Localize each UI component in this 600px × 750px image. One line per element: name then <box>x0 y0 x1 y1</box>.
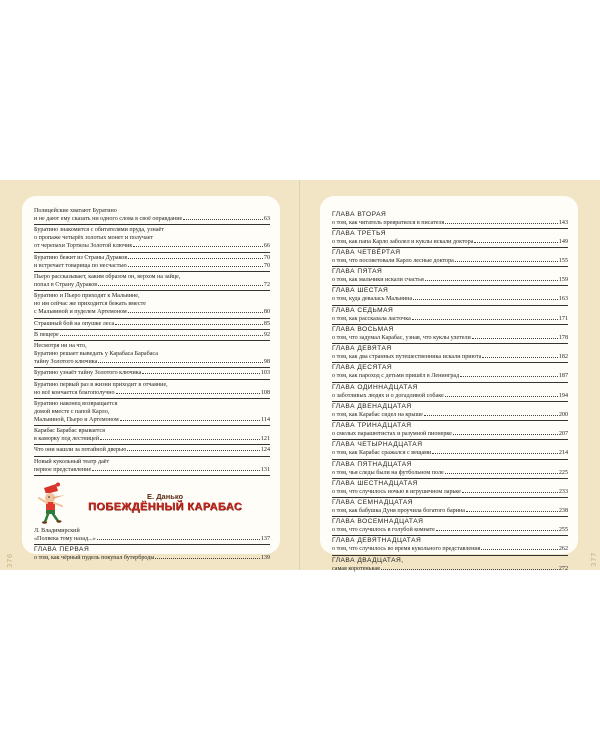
pinocchio-illustration <box>34 482 68 524</box>
toc-chapter[interactable] <box>332 364 568 380</box>
divider <box>34 444 270 445</box>
dot-leader <box>432 453 558 454</box>
dot-leader <box>128 258 263 259</box>
entry-title: «Полвека тому назад...» <box>34 535 96 542</box>
left-toc-panel <box>22 196 280 562</box>
page-ref: 98 <box>263 359 270 366</box>
dot-leader <box>142 373 259 374</box>
divider <box>332 305 568 306</box>
chapter-description: о том, как чёрный пудель покупал бутерброды <box>34 555 155 562</box>
dot-leader <box>60 335 263 336</box>
divider <box>332 459 568 460</box>
dot-leader <box>155 558 259 559</box>
toc-entry[interactable] <box>34 458 270 474</box>
divider <box>34 340 270 341</box>
divider <box>332 343 568 344</box>
toc-line <box>332 372 568 380</box>
dot-leader <box>445 473 558 474</box>
entry-line: Буратино решает выведать у Карабаса Барабаса <box>34 351 158 358</box>
dot-leader <box>466 511 558 512</box>
chapter-description: о том, куда девалась Мальвина <box>332 296 413 303</box>
dot-leader <box>92 470 260 471</box>
entry-line: Буратино наконец возвращается <box>34 400 118 407</box>
page-ref: 131 <box>260 466 270 473</box>
toc-line <box>332 238 568 246</box>
toc-line <box>332 411 568 419</box>
toc-line <box>332 392 568 400</box>
entry-title: тайну Золотого ключика <box>34 359 98 366</box>
toc-entry[interactable] <box>34 254 270 262</box>
entry-line: Буратино и Пьеро приходят к Мальвине, <box>34 293 140 300</box>
toc-line <box>34 435 270 443</box>
toc-chapter[interactable] <box>34 546 270 562</box>
chapter-title: ГЛАВА СЕМНАДЦАТАЯ <box>332 499 414 507</box>
page-ref: 214 <box>558 450 568 457</box>
divider <box>332 516 568 517</box>
page-ref: 108 <box>260 389 270 396</box>
chapter-title: ГЛАВА ТРЕТЬЯ <box>332 229 386 237</box>
toc-line <box>34 466 270 474</box>
divider <box>34 456 270 457</box>
entry-title: Буратино узнаёт тайну Золотого ключика <box>34 370 142 377</box>
dot-leader <box>127 450 259 451</box>
dot-leader <box>453 434 558 435</box>
toc-list-after <box>34 527 270 545</box>
page-ref: 182 <box>558 354 568 361</box>
page-ref: 63 <box>263 216 270 223</box>
dot-leader <box>98 362 263 363</box>
page-ref: 72 <box>263 281 270 288</box>
dot-leader <box>412 319 558 320</box>
divider <box>332 382 568 383</box>
chapter-title: ГЛАВА ВТОРАЯ <box>332 210 387 218</box>
chapter-description: о том, что задумал Карабас, узнав, что куклы улетели <box>332 334 471 341</box>
toc-line <box>332 219 568 227</box>
entry-title: Что они нашли за потайной дверью <box>34 447 127 454</box>
dot-leader <box>115 324 263 325</box>
entry-line: домой вместе с папой Карло, <box>34 408 110 415</box>
divider <box>332 535 568 536</box>
toc-chapter[interactable] <box>332 287 568 303</box>
chapter-title: ГЛАВА ВОСЬМАЯ <box>332 325 394 333</box>
chapter-description: о том, как пароход с детьми пришёл в Ленинград <box>332 373 460 380</box>
entry-title: попал в Страну Дураков <box>34 281 98 288</box>
entry-line: Л. Владимирский <box>34 527 80 534</box>
toc-chapter[interactable] <box>332 230 568 246</box>
toc-line <box>332 315 568 323</box>
page-ref: 159 <box>558 277 568 284</box>
toc-chapter[interactable] <box>332 518 568 534</box>
book-spread <box>0 180 600 570</box>
dot-leader <box>128 312 263 313</box>
toc-list-before <box>34 207 270 476</box>
page-ref: 139 <box>260 555 270 562</box>
dot-leader <box>116 393 260 394</box>
chapter-title: ГЛАВА ШЕСТАЯ <box>332 287 389 295</box>
dot-leader <box>100 439 260 440</box>
chapter-description: о том, как два странных путешественника искали приюта <box>332 354 482 361</box>
dot-leader <box>445 223 558 224</box>
toc-entry[interactable] <box>34 226 270 250</box>
toc-chapter[interactable] <box>332 557 568 573</box>
dot-leader <box>482 357 557 358</box>
book-header <box>34 482 270 524</box>
chapter-description: о том, как читатель превратился в писателя <box>332 219 445 226</box>
dot-leader <box>98 285 263 286</box>
chapter-title: ГЛАВА ПЕРВАЯ <box>34 546 90 554</box>
dot-leader <box>455 261 558 262</box>
dot-leader <box>97 539 260 540</box>
toc-line <box>332 449 568 457</box>
divider <box>332 362 568 363</box>
divider <box>34 224 270 225</box>
toc-line <box>34 331 270 339</box>
page-ref: 187 <box>558 373 568 380</box>
toc-entry[interactable] <box>34 262 270 270</box>
entry-title: Буратино бежит из Страны Дураков <box>34 254 128 261</box>
chapter-description: о том, что случилось ночью в игрушечном ларьке <box>332 488 461 495</box>
chapter-title: ГЛАВА ПЯТАЯ <box>332 268 383 276</box>
chapter-description: о смелых парашютистах и разумной пионерке <box>332 431 452 438</box>
toc-line <box>332 276 568 284</box>
toc-chapter[interactable] <box>332 307 568 323</box>
page-ref: 121 <box>260 436 270 443</box>
toc-chapter[interactable] <box>332 480 568 496</box>
page-ref: 92 <box>263 331 270 338</box>
toc-line <box>34 358 270 366</box>
chapter-description: о том, как рассказала ласточка <box>332 315 411 322</box>
toc-line <box>332 295 568 303</box>
divider <box>34 318 270 319</box>
book-author: Е. Данько <box>147 492 184 502</box>
dot-leader <box>462 492 558 493</box>
dot-leader <box>381 569 558 570</box>
divider <box>34 271 270 272</box>
divider <box>34 367 270 368</box>
toc-entry[interactable] <box>34 320 270 328</box>
toc-entry[interactable] <box>34 331 270 339</box>
page-ref: 178 <box>558 334 568 341</box>
dot-leader <box>472 338 558 339</box>
divider <box>34 290 270 291</box>
toc-line <box>332 469 568 477</box>
chapter-title: ГЛАВА ДЕСЯТАЯ <box>332 364 393 372</box>
entry-line: Полицейские хватают Буратино <box>34 208 117 214</box>
toc-entry[interactable] <box>34 446 270 454</box>
toc-line <box>34 320 270 328</box>
toc-chapter[interactable] <box>332 461 568 477</box>
chapter-description: о том, что случилось во время кукольного представления <box>332 546 481 553</box>
chapter-title: ГЛАВА ДЕВЯТАЯ <box>332 345 392 353</box>
toc-line <box>332 545 568 553</box>
toc-line <box>34 535 270 543</box>
chapter-description: о том, что посоветовали Карло лесные доктора <box>332 257 454 264</box>
toc-line <box>332 430 568 438</box>
entry-title: В пещере <box>34 331 59 338</box>
toc-line <box>332 488 568 496</box>
page-ref: 171 <box>558 315 568 322</box>
page-ref: 66 <box>263 243 270 250</box>
toc-line <box>332 334 568 342</box>
chapter-title: ГЛАВА ПЯТНАДЦАТАЯ <box>332 460 412 468</box>
chapter-title: ГЛАВА ТРИНАДЦАТАЯ <box>332 422 412 430</box>
entry-line: Пьеро рассказывает, каким образом он, верхом на зайце, <box>34 273 181 280</box>
page-ref: 124 <box>260 447 270 454</box>
entry-title: первое представление <box>34 466 92 473</box>
book-spine <box>299 180 301 570</box>
divider <box>332 228 568 229</box>
divider <box>34 379 270 380</box>
chapter-title: ГЛАВА ВОСЕМНАДЦАТАЯ <box>332 518 424 526</box>
toc-line <box>34 281 270 289</box>
page-ref: 238 <box>558 508 568 515</box>
toc-line <box>332 353 568 361</box>
divider <box>332 247 568 248</box>
divider <box>332 497 568 498</box>
page-ref: 200 <box>558 411 568 418</box>
dot-leader <box>425 280 558 281</box>
toc-chapter[interactable] <box>332 326 568 342</box>
toc-entry[interactable] <box>34 427 270 443</box>
page-ref: 149 <box>558 238 568 245</box>
entry-title: и не дают ему сказать ни одного слова в своё оправдание <box>34 216 183 223</box>
chapter-title: ГЛАВА ЧЕТЫРНАДЦАТАЯ <box>332 441 423 449</box>
toc-chapter[interactable] <box>332 422 568 438</box>
toc-chapter[interactable] <box>332 249 568 265</box>
chapter-description: о том, как Карабас сидел на крыше <box>332 411 423 418</box>
page-ref: 137 <box>260 535 270 542</box>
entry-title: с Мальвиной и пуделем Артемоном <box>34 309 127 316</box>
toc-line <box>34 242 270 250</box>
divider <box>34 398 270 399</box>
page-ref: 207 <box>558 431 568 438</box>
toc-line <box>34 369 270 377</box>
page-ref: 272 <box>558 565 568 572</box>
divider <box>332 420 568 421</box>
chapter-list <box>332 211 568 573</box>
entry-title: Страшный бой на опушке леса <box>34 320 115 327</box>
page-ref: 85 <box>263 320 270 327</box>
page-ref: 80 <box>263 309 270 316</box>
page-ref: 262 <box>558 546 568 553</box>
dot-leader <box>481 549 557 550</box>
toc-line <box>332 565 568 573</box>
page-ref: 114 <box>261 416 270 423</box>
chapter-description: о том, как бабушка Дуня проучила богатого барина <box>332 508 465 515</box>
page-ref: 233 <box>558 488 568 495</box>
page-ref: 70 <box>263 262 270 269</box>
toc-entry[interactable] <box>34 207 270 223</box>
toc-line <box>332 507 568 515</box>
divider <box>332 324 568 325</box>
dot-leader <box>413 299 558 300</box>
page-ref: 255 <box>558 527 568 534</box>
chapter-description: самая коротенькая <box>332 565 380 572</box>
entry-line: о пропаже четырёх золотых монет и получает <box>34 235 154 242</box>
entry-title: Мальвиной, Пьеро и Артемоном <box>34 416 119 423</box>
page-ref: 155 <box>558 257 568 264</box>
dot-leader <box>460 376 558 377</box>
toc-line <box>34 308 270 316</box>
chapter-description: о том, чья следы были на футбольном поле <box>332 469 444 476</box>
dot-leader <box>445 396 558 397</box>
right-toc-panel <box>320 196 578 572</box>
book-titles <box>88 492 242 513</box>
right-page-number: 377 <box>590 552 598 567</box>
divider <box>332 401 568 402</box>
dot-leader <box>424 415 558 416</box>
toc-entry[interactable] <box>34 273 270 289</box>
entry-title: в каморку под лестницей <box>34 436 100 443</box>
divider <box>332 439 568 440</box>
chapter-title: ГЛАВА СЕДЬМАЯ <box>332 306 394 314</box>
entry-line: Несмотря ни на что, <box>34 342 87 349</box>
entry-line: Буратино первый раз в жизни приходит в отчаяние, <box>34 381 168 388</box>
toc-entry[interactable] <box>34 381 270 397</box>
entry-title: но всё кончается благополучно <box>34 389 115 396</box>
entry-line: но им сейчас же приходится бежать вместе <box>34 301 146 308</box>
chapter-title: ГЛАВА ОДИННАДЦАТАЯ <box>332 383 418 391</box>
page-ref: 225 <box>558 469 568 476</box>
toc-line <box>34 416 270 424</box>
chapter-description: о том, что случилось в голубой комнате <box>332 527 435 534</box>
toc-chapter[interactable] <box>332 345 568 361</box>
toc-chapter[interactable] <box>332 441 568 457</box>
entry-title: и встречает товарища по несчастью <box>34 262 127 269</box>
chapter-description: о том, как мальчики искали счастья <box>332 277 424 284</box>
page-ref: 163 <box>558 296 568 303</box>
dot-leader <box>128 266 263 267</box>
chapter-description: о заботливых людях и о догадливой собаке <box>332 392 444 399</box>
toc-entry[interactable] <box>34 369 270 377</box>
toc-chapter[interactable] <box>332 268 568 284</box>
chapter-title: ГЛАВА ЧЕТВЁРТАЯ <box>332 248 401 256</box>
divider <box>332 478 568 479</box>
toc-chapter[interactable] <box>332 384 568 400</box>
book-title: ПОБЕЖДЁННЫЙ КАРАБАС <box>88 501 243 514</box>
page-ref: 103 <box>260 370 270 377</box>
divider <box>34 329 270 330</box>
toc-line <box>34 215 270 223</box>
chapter-title: ГЛАВА ШЕСТНАДЦАТАЯ <box>332 479 418 487</box>
left-page-number: 376 <box>6 553 14 568</box>
toc-chapter[interactable] <box>332 403 568 419</box>
entry-line: Буратино знакомится с обитателями пруда, узнаёт <box>34 227 164 234</box>
toc-entry[interactable] <box>34 527 270 543</box>
dot-leader <box>474 242 558 243</box>
chapter-title: ГЛАВА ДЕВЯТНАДЦАТАЯ <box>332 537 422 545</box>
chapter-description: о том, как Карабас сражался с вещами <box>332 450 432 457</box>
toc-line <box>34 262 270 270</box>
toc-chapter[interactable] <box>332 499 568 515</box>
chapter-title: ГЛАВА ДВЕНАДЦАТАЯ <box>332 402 412 410</box>
divider <box>332 285 568 286</box>
dot-leader <box>436 530 558 531</box>
toc-entry[interactable] <box>34 292 270 316</box>
page-ref: 70 <box>263 254 270 261</box>
page-ref: 143 <box>558 219 568 226</box>
toc-line <box>34 389 270 397</box>
toc-entry[interactable] <box>34 342 270 366</box>
chapter-description: о том, как папа Карло заболел и куклы искали доктора <box>332 238 474 245</box>
toc-line <box>34 254 270 262</box>
divider <box>332 555 568 556</box>
toc-line <box>34 446 270 454</box>
divider <box>34 425 270 426</box>
page-ref: 194 <box>558 392 568 399</box>
dot-leader <box>120 420 260 421</box>
divider <box>332 266 568 267</box>
toc-chapter[interactable] <box>332 211 568 227</box>
entry-title: от черепахи Тортилы Золотой ключик <box>34 243 133 250</box>
dot-leader <box>183 219 263 220</box>
divider <box>34 475 270 476</box>
divider <box>34 252 270 253</box>
chapter-title: ГЛАВА ДВАДЦАТАЯ, <box>332 556 404 564</box>
entry-line: Новый кукольный театр даёт <box>34 458 110 465</box>
entry-line: Карабас Барабас врывается <box>34 428 105 435</box>
toc-chapter[interactable] <box>332 537 568 553</box>
toc-line <box>332 526 568 534</box>
dot-leader <box>133 246 263 247</box>
divider <box>34 544 270 545</box>
toc-entry[interactable] <box>34 400 270 424</box>
toc-line <box>332 257 568 265</box>
